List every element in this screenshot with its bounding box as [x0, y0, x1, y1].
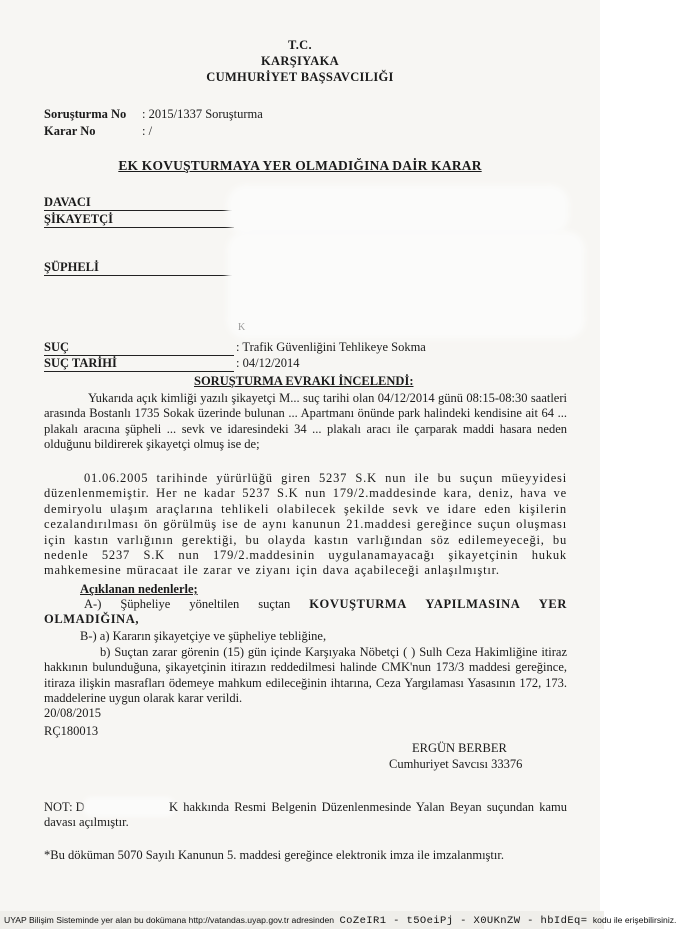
decision-no-label: Karar No — [44, 124, 96, 138]
esign-note: *Bu döküman 5070 Sayılı Kanunun 5. maddesi gereğince elektronik imza ile imzalanmıştır. — [44, 848, 504, 862]
crime-value: : Trafik Güvenliğini Tehlikeye Sokma — [236, 340, 426, 354]
complainant-label: ŞİKAYETÇİ — [44, 212, 234, 228]
reason-a-decision: KOVUŞTURMA YAPILMASINA YER OLMADIĞINA, — [44, 597, 568, 627]
footer-access-code: CoZeIR1 - t5OeiPj - X0UKnZW - hbIdEq= — [339, 915, 588, 927]
reason-a-prefix: A-) Şüpheliye yöneltilen suçtan — [84, 597, 291, 611]
redaction-complainant — [232, 190, 564, 230]
note-body — [44, 800, 567, 831]
decision-date: 20/08/2015 — [44, 706, 101, 720]
reason-a — [44, 597, 567, 628]
footer-right-text: kodu ile erişebilirsiniz. — [592, 915, 676, 925]
redaction-suspect — [232, 236, 580, 334]
note-prefix: NOT: D — [44, 800, 85, 814]
crime-date-value: : 04/12/2014 — [236, 356, 300, 370]
header-city: KARŞIYAKA — [261, 54, 339, 68]
decision-no-value: : / — [142, 124, 153, 138]
investigation-no-label: Soruşturma No — [44, 107, 127, 121]
footer-left-text: UYAP Bilişim Sisteminde yer alan bu dokümana http://vatandas.uyap.gov.tr adresinden — [4, 915, 335, 925]
paragraph-text-1: Yukarıda açık kimliği yazılı şikayetçi M... suç tarihi olan 04/12/2014 günü 08:15-08:30 saatleri arasında Bostanlı 1735 Sokak üzerinde bulunan ... Apartmanı önünde park halindeki kendisine ait 64 ... plakalı aracına şüpheli ... sevk ve idaresindeki 34 ... plakalı aracı ile çarparak maddi hasara neden olduğunu bildirerek şikayetçi olmuş ise de; — [44, 391, 567, 452]
reason-b-b — [44, 645, 567, 707]
footer-bar — [0, 911, 676, 929]
reasons-heading: Açıklanan nedenlerle; — [80, 582, 198, 596]
note-suffix: K hakkında Resmi Belgenin Düzenlenmesinde Yalan Beyan suçundan kamu davası açılmıştır. — [44, 800, 567, 830]
signer-name: ERGÜN BERBER — [412, 741, 507, 755]
body-paragraph-1 — [44, 391, 567, 453]
signer-title: Cumhuriyet Savcısı 33376 — [389, 757, 523, 771]
paragraph-text-2: 01.06.2005 tarihinde yürürlüğü giren 5237 S.K nun ile bu suçun müeyyidesi düzenlenmemiştir. Her ne kadar 5237 S.K nun 179/2.maddesinde kara, deniz, hava ve demiryolu ulaşım araçlarına tehlikeli olabilecek şekilde sevk ve idare eden kişilerin cezalandırılması ön görülmüş ise de aynı kanunun 21.maddesi gereğince suçun oluşması için kastın varlığının gerektiği, bu olayda kastın varlığından söz edilemeyeceği, bu nedenle 5237 S.K nun 179/2.maddesinin uygulanamayacağı şikayetçinin hukuk mahkemesine müracaat ile zarar ve ziyanı için dava açabileceği anlaşılmıştır. — [44, 471, 567, 578]
crime-date-label: SUÇ TARİHİ — [44, 356, 234, 372]
reason-b-b-text: b) Suçtan zarar görenin (15) gün içinde Karşıyaka Nöbetçi ( ) Sulh Ceza Hakimliğine itiraz hakkının bulunduğuna, şikayetçinin itirazın reddedilmesi halinde CMK'nun 173/3 maddesi gereğince, itiraza ilişkin masrafları ödemeye mahkum edileceğinin ihtarına, Ceza Yargılaması Yasasının 172, 173. maddelerine uygun olarak karar verildi. — [44, 645, 567, 706]
crime-label: SUÇ — [44, 340, 234, 356]
redaction-residue: K — [238, 322, 246, 333]
body-paragraph-2 — [44, 471, 567, 579]
header-tc: T.C. — [288, 38, 312, 52]
plaintiff-label: DAVACI — [44, 195, 234, 211]
header-office: CUMHURİYET BAŞSAVCILIĞI — [206, 70, 394, 84]
document-title: EK KOVUŞTURMAYA YER OLMADIĞINA DAİR KARAR — [118, 158, 482, 173]
section-heading: SORUŞTURMA EVRAKI İNCELENDİ: — [194, 374, 414, 388]
reference-code: RÇ180013 — [44, 724, 99, 738]
suspect-label: ŞÜPHELİ — [44, 260, 234, 276]
investigation-no-value: : 2015/1337 Soruşturma — [142, 107, 263, 121]
reason-b-a: B-) a) Kararın şikayetçiye ve şüpheliye tebliğine, — [80, 629, 327, 643]
